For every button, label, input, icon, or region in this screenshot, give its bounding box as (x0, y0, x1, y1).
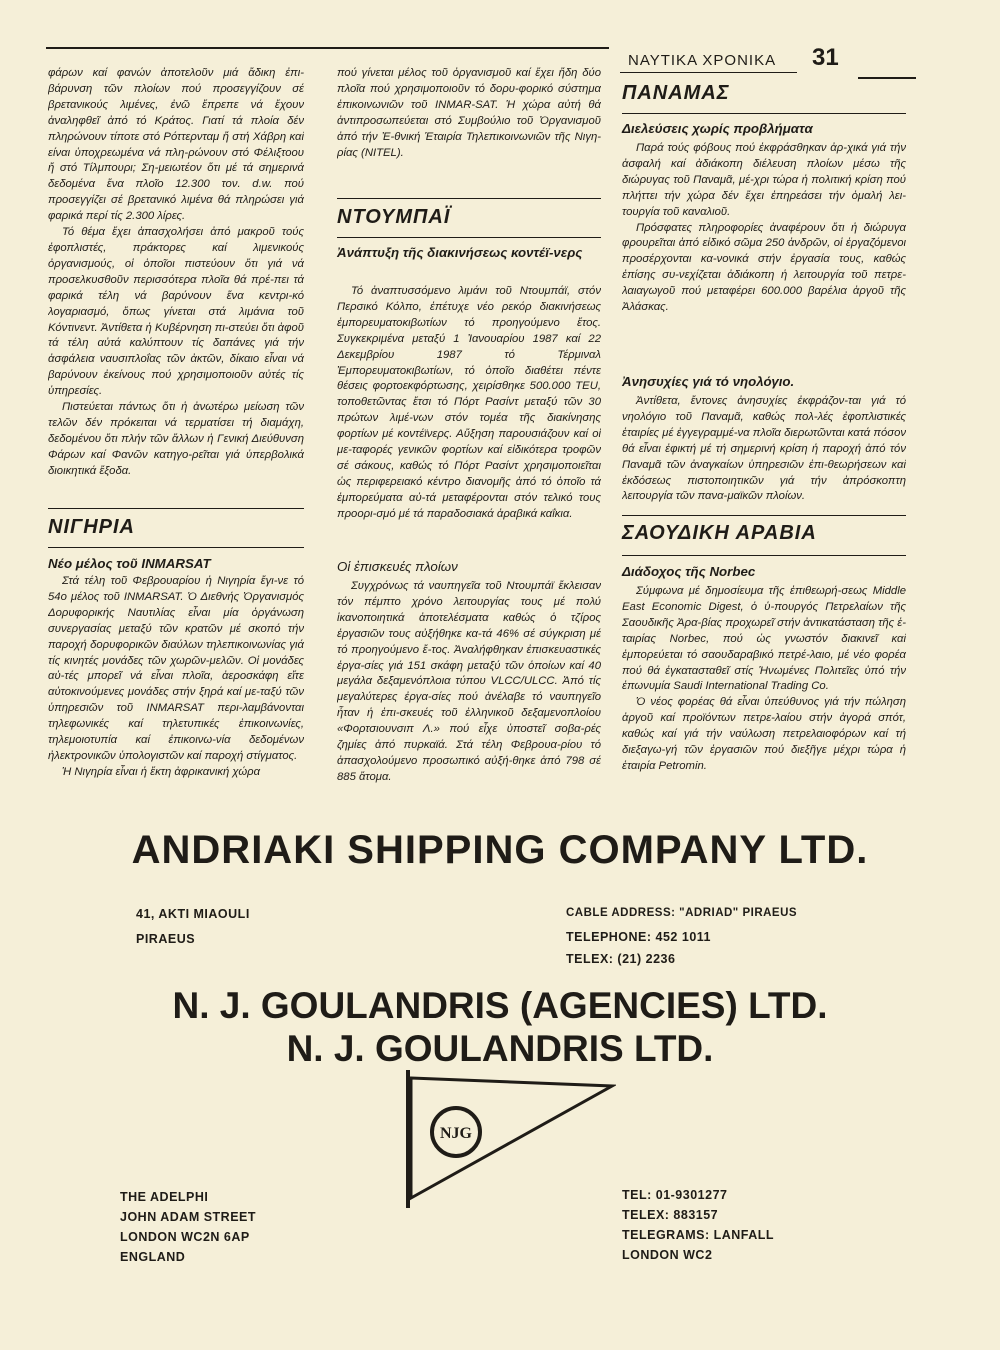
ad-andriaki-address-1: 41, AKTI MIAOULI (136, 907, 250, 921)
col3-paragraph-2: Πρόσφατες πληροφορίες ἀναφέρουν ὅτι ἡ διώρυγα φρουρεῖται ἀπό εἰδικό σῶμα 250 ἀνδρῶν, οἱ ἐργαζόμενοι προσέρχονται κα-νονικά στήν ἐργασία τους, καθώς ἐπίσης συ-νεχίζεται ἀδιάκοπη ἡ λειτουργία τοῦ πετρε-λαιαγωγοῦ πού μεταφέρει 600.000 βαρέλια ἀργοῦ τῆς Ἀλάσκας. (622, 221, 906, 314)
column-3-top (622, 141, 906, 353)
subhead-norbec: Διάδοχος τῆς Norbec (622, 564, 756, 579)
ad-andriaki-cable: CABLE ADDRESS: "ADRIAD" PIRAEUS (566, 907, 798, 919)
section-title-nigeria: ΝΙΓΗΡΙΑ (48, 516, 135, 538)
subhead-ship-repairs: Οἱ ἐπισκευές πλοίων (337, 559, 458, 574)
col1-paragraph-1: φάρων καί φανών ἀποτελοῦν μιά ἄδικη ἐπι-βάρυνση τῶν πλοίων πού προσεγγίζουν σέ βρετανικούς λιμένες, ἐνῶ ἔπρεπε νά ἔχουν ἀναληφθεῖ ἀπό τό Κράτος. Γιατί τά πλοία δέν πληρώνουν τίποτε στό Ρόττερνταμ ἤ στή Χάβρη καί είναι ὑποχρεωμένα νά πλη-ρώνουν στό Φέλιξτοου ἤ στό Τίλμπουρι; Ση-μειωτέον ὅτι μέ τά σημερινά δεδομένα ἕνα πλοῖο 12.300 τον. d.w. πού προσεγγίζει σέ βρετανικό λιμένα θά πληρώσει γιά φαρικά περί τίς 2.300 λίρες. (48, 67, 304, 223)
section-title-panama: ΠΑΝΑΜΑΣ (622, 82, 730, 104)
col2-paragraph-1: πού γίνεται μέλος τοῦ ὀργανισμοῦ καί ἔχει ἤδη δύο πλοῖα πού χρησιμοποιοῦν τό δορυ-φορικό σύστημα ἐπικοινωνιῶν τοῦ INMAR-SAT. Ἡ χώρα αὐτή θά ἀντιπροσωπεύεται στό Συμβούλιο τοῦ Ὀργανισμοῦ ἀπό τήν Ἐ-θνική Ἑταιρία Τηλεπικοινωνιῶν τῆς Νιγη-ρίας (NITEL). (337, 67, 601, 159)
col2-paragraph-2: Τό ἀναπτυσσόμενο λιμάνι τοῦ Ντουμπάϊ, στόν Περσικό Κόλπο, ἐπέτυχε νέο ρεκόρ διακινήσεως ἐμπορευματοκιβωτίων τό προηγούμενο ἔτος. Συγκεκριμένα μεταξύ 1 Ἰανουαρίου 1987 καί 22 Δεκεμβρίου 1987 τό Τέρμιναλ Ἐμπορευματοκιβωτίων, τό ὁποῖο διαθέτει πέντε θέσεις φορτοεκφόρτωσης, χειρίσθηκε 500.000 TEU, τοποθετῶντας ἔτσι τό Πόρτ Ρασίντ μεταξύ τῶν 30 πρώτων λιμέ-νων στόν τομέα τῆς διακίνησης φορτίων μέ κοντέϊνερς. Αὔξηση παρουσιάζουν καί οἱ με-ταφορές γενικῶν φορτίων καί εἰδικότερα τροφῶν σέ σάκους, καθώς τό Πόρτ Ρασίντ χρησιμοποιεῖται ὡς περιφερειακό κέντρο διανομῆς ἀπό τό ὁποῖο τά ἐμπορεύματα αὐ-τά μεταφέρονται στόν τελικό τους προορι-σμό μέ τά παραδοσιακά ἀραβικά καΐκια. (337, 285, 601, 520)
subhead-inmarsat: Νέο μέλος τοῦ INMARSAT (48, 556, 211, 571)
col2-paragraph-3: Συγχρόνως τά ναυπηγεῖα τοῦ Ντουμπάϊ ἔκλεισαν τόν πέμπτο χρόνο λειτουργίας τους μέ πολύ ἱκανοποιητικά ἀποτελέσματα καθώς ὁ τζίρος ἐργασιῶν τους αὐξήθηκε κα-τά 46% σέ σύγκριση μέ τό προηγούμενο ἔ-τος. Ἀναλήφθηκαν ἐπισκευαστικές ἐργα-σίες γιά 151 σκάφη μεταξύ τῶν ὁποίων καί 40 μεγάλα δεξαμενόπλοια τύπου VLCC/ULCC. Ἀπό τίς μεγαλύτερες ἐργα-σίες πού ἀνέλαβε τό ναυπηγεῖο ἦταν ἡ ἐπι-σκευές τοῦ ἑλληνικοῦ δεξαμενοπλοίου «Φορτσιουνσιπ Λ.» πού εἶχε ὑποστεῖ σοβα-ρές ζημίες ἀπό πυρκαϊά. Στά τέλη Φεβρουα-ρίου τό ἀπασχολούμενο προσωπικό αὐξή-θηκε ἀπό 798 σέ 885 ἄτομα. (337, 580, 601, 783)
col1-section-rule (48, 508, 304, 509)
subhead-registry-concerns: Ἀνησυχίες γιά τό νηολόγιο. (622, 374, 795, 389)
ad-goulandris-address-1: THE ADELPHI (120, 1190, 209, 1204)
col3-paragraph-1: Παρά τούς φόβους πού ἐκφράσθηκαν ἀρ-χικά γιά τήν ἀσφαλή καί ἀδιάκοπη διέλευση πλοίων μέσω τῆς διώρυγας τοῦ Παναμᾶ, μέ-χρι τώρα ἡ πολιτική κρίση πού πλήττει τήν χώρα δέν ἔχει ἐπηρεάσει τήν ὁμαλή λει-τουργία τοῦ καναλιοῦ. (622, 142, 906, 218)
column-1-top (48, 66, 304, 495)
ad-goulandris-address-2: JOHN ADAM STREET (120, 1210, 257, 1224)
col2-subsection-rule (337, 237, 601, 238)
ad-andriaki-telex: TELEX: (21) 2236 (566, 952, 676, 966)
ad-goulandris-title-1: N. J. GOULANDRIS (AGENCIES) LTD. (172, 985, 828, 1026)
section-title-saudi-arabia: ΣΑΟΥΔΙΚΗ ΑΡΑΒΙΑ (622, 522, 817, 544)
section-title-dubai: ΝΤΟΥΜΠΑΪ (337, 206, 451, 228)
column-2-top (337, 66, 601, 178)
col3-subsection-rule (622, 113, 906, 114)
col1-paragraph-4: Στά τέλη τοῦ Φεβρουαρίου ἡ Νιγηρία ἔγι-νε τό 54ο μέλος τοῦ INMARSAT. Ὁ Διεθνής Ὀργανισμός Δορυφορικής Ναυτιλίας εἶναι μία ὀργάνωση συνεργασίας μεταξύ τῶν κρατῶν μέ σκοπό τήν παροχή δορυφορικῶν διαύλων τηλεπικοινωνίας γιά τίς κινητές μονάδες τῶν χωρῶν-μελῶν. Οἱ μονάδες αὐ-τές μπορεῖ νά εἶναι πλοῖα, ἀεροσκάφη εἴτε αὐτοκινούμενες μονάδες στήν ξηρά καί με-ταξύ τῶν ὑπηρεσιῶν τοῦ INMARSAT περι-λαμβάνονται τηλεφωνικές καί τηλετυπικές ἐπικοινωνίες, τηλεμοιοτυπία καί ἐπικοινω-νία δεδομένων ἠλεκτρονικῶν ὑπολογιστῶν καί παροχή στίγματος. (48, 575, 304, 762)
header-rule (620, 72, 797, 73)
pennant-monogram: NJG (440, 1125, 472, 1142)
col1-paragraph-5: Ἡ Νιγηρία εἶναι ἡ ἕκτη ἀφρικανική χώρα (62, 765, 261, 778)
column-1-bottom (48, 574, 304, 836)
ad-goulandris-city: LONDON WC2 (622, 1248, 713, 1262)
ad-goulandris-title-2: N. J. GOULANDRIS LTD. (286, 1028, 714, 1069)
ad-goulandris-telegrams: TELEGRAMS: LANFALL (622, 1228, 775, 1242)
col3-section-rule (622, 515, 906, 516)
subhead-container-handling: Ἀνάπτυξη τῆς διακινήσεως κοντέϊ-νερς (337, 245, 583, 260)
col1-paragraph-3: Πιστεύεται πάντως ὅτι ἡ ἀνωτέρω μείωση τῶν τελῶν δέν πρόκειται νά τερματίσει τή διαμάχη, δεδομένου ὅτι πλήν τῶν ἄλλων ἡ Γενική Διεύθυνση Φάρων καί Φανῶν κατηγο-ρεῖται γιά ὑπερβολικά διοικητικά ἔξοδα. (48, 401, 304, 477)
column-3-bottom (622, 584, 906, 824)
ad-andriaki-title: ANDRIAKI SHIPPING COMPANY LTD. (131, 828, 869, 872)
ad-andriaki-telephone: TELEPHONE: 452 1011 (566, 930, 711, 944)
col2-section-rule (337, 198, 601, 199)
col3-paragraph-5: Ὁ νέος φορέας θά εἶναι ὑπεύθυνος γιά τήν πώληση ἀργοῦ καί προϊόντων πετρε-λαίου στήν ἀγορά σπότ, καθώς καί γιά τήν ναύλωση πετρελαιοφόρων καί τή διεξαγω-γή τῶν ἐργασιῶν πού διεξῆγε μέχρι τώρα ἡ ἑταιρία Petromin. (622, 696, 906, 772)
subhead-transits: Διελεύσεις χωρίς προβλήματα (622, 121, 813, 136)
col3-paragraph-3: Ἀντίθετα, ἔντονες ἀνησυχίες ἐκφράζον-ται γιά τό νηολόγιο τοῦ Παναμᾶ, καθώς πολ-λές ἐφοπλιστικές ἑταιρίες μέ ἐγγεγραμμέ-να πλοῖα διερωτῶνται κατά πόσον θά εἶναι ἐφικτή μέ τή σημερινή κρίση ἡ παροχή ἀπό τόν Παναμᾶ τῶν ἀναγκαίων ὑπηρεσιῶν ἐπι-θεωρήσεων καί ἐκδόσεως πιστοποιητικῶν γιά τήν ἀπρόσκοπτη λειτουργία τῶν πανα-μαϊκῶν πλοίων. (622, 395, 906, 503)
top-rule-right (858, 77, 916, 79)
top-rule-left (46, 47, 609, 49)
ad-andriaki-address-2: PIRAEUS (136, 932, 196, 946)
col1-paragraph-2: Τό θέμα ἔχει ἀπασχολήσει ἀπό μακροῦ τούς ἐφοπλιστές, πράκτορες καί λιμενικούς ὀργανισμούς, οἱ ὁποῖοι πιστεύουν ὅτι γιά νά προσελκυσθοῦν περισσότερα πλοῖα θά πρέ-πει τά φαρικά τέλη νά βαρύνουν ἕνα κεντρι-κό λογαριασμό, ὅπως γίνεται στά λιμάνια τοῦ Κόντινεντ. Ἀντίθετα ἡ Κυβέρνηση πι-στεύει ὅτι ἀφοῦ τά τέλη αὐτά καλύπτουν τίς δαπάνες γιά τήν ἀσφάλεια ναυσιπλοΐας τῶν ἀκτῶν, δίκαιο εἶναι νά βαρύνουν ἐκείνους πού χρησιμοποιοῦν αὐτές τίς ὑπηρεσίες. (48, 226, 304, 398)
column-3-middle (622, 394, 906, 506)
ad-goulandris-address-3: LONDON WC2N 6AP (120, 1230, 250, 1244)
col1-subsection-rule (48, 547, 304, 548)
col3-paragraph-4: Σύμφωνα μέ δημοσίευμα τῆς ἐπιθεωρή-σεως Middle East Economic Digest, ὁ ὑ-πουργός Πετρελαίων τῆς Σαουδικῆς Ἀρα-βίας προχωρεῖ στήν ἀντικατάσταση τῆς ἑ-ταιρίας Norbec, πού ὡς γνωστόν διακινεῖ καί ἐμπορεύεται τό σαουδαραβικό πετρέ-λαιο, μέ νέο φορέα πού θά ἐγκατασταθεῖ στίς Ἡνωμένες Πολιτεῖες ὑπό τήν ἐπωνυμία Saudi International Trading Co. (622, 585, 906, 693)
col3-subsection-rule-2 (622, 555, 906, 556)
ad-goulandris-telex: TELEX: 883157 (622, 1208, 719, 1222)
page-number: 31 (812, 44, 839, 71)
ad-goulandris-tel: TEL: 01-9301277 (622, 1188, 728, 1202)
pennant-logo (394, 1068, 616, 1208)
column-2-middle (337, 284, 601, 554)
ad-goulandris-address-4: ENGLAND (120, 1250, 186, 1264)
magazine-title: ΝΑΥΤΙΚΑ ΧΡΟΝΙΚΑ (628, 52, 777, 69)
column-2-bottom (337, 579, 601, 819)
